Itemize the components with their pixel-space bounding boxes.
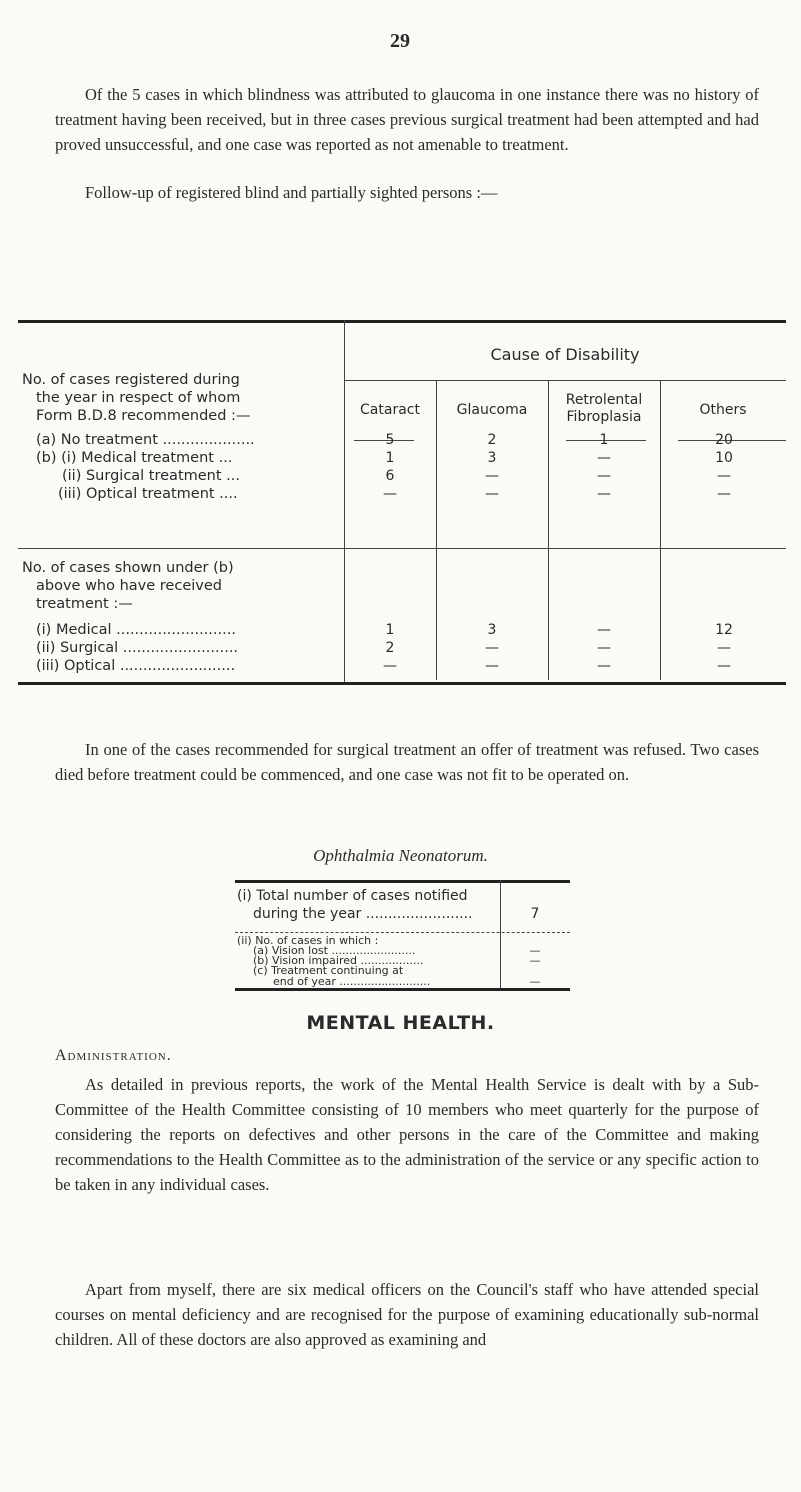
- ophthalmia-table: [235, 880, 570, 990]
- section2-title-line3: treatment :—: [36, 596, 133, 612]
- cell: 3: [487, 450, 497, 466]
- end-of-year-label: end of year ..........................: [273, 975, 431, 988]
- cell: —: [597, 622, 611, 638]
- cell: —: [597, 486, 611, 502]
- col-retrolental-header: Retrolental Fibroplasia: [565, 392, 643, 425]
- col-others-header: Others: [699, 402, 747, 418]
- cause-of-disability-header: Cause of Disability: [490, 345, 640, 364]
- followup-table: [18, 320, 786, 680]
- cell: 3: [487, 622, 497, 638]
- administration-heading: Administration.: [55, 1047, 172, 1064]
- cell: —: [383, 658, 397, 674]
- cell: —: [597, 658, 611, 674]
- vision-lost-value: —: [529, 944, 541, 957]
- cell: —: [485, 640, 499, 656]
- cell: 1: [599, 432, 609, 448]
- surgical-outcome-paragraph: In one of the cases recommended for surgical treatment an offer of treatment was refused. Two cases died before treatment could be commenced, and one case was not fit to be operated on.: [55, 740, 759, 784]
- cell: 1: [385, 450, 395, 466]
- cell: —: [717, 486, 731, 502]
- mental-health-service-paragraph: As detailed in previous reports, the work of the Mental Health Service is dealt with by a Sub-Committee of the Health Committee consisting of 10 members who meet quarterly for the purpose of considering the reports on defectives and other persons in the care of the Committee and making recommendations to the Health Committee as to the administration of the service or any specific action to be taken in any individual cases.: [55, 1075, 759, 1194]
- end-of-year-value: —: [529, 975, 541, 988]
- total-cases-label-line2: during the year ........................: [253, 906, 473, 922]
- section1-title-line1: No. of cases registered during: [22, 372, 240, 388]
- row-received-medical-label: (i) Medical ..........................: [36, 622, 236, 638]
- row-received-optical-label: (iii) Optical .........................: [36, 658, 236, 674]
- row-optical-treatment-label: (iii) Optical treatment ....: [58, 486, 238, 502]
- followup-intro: Follow-up of registered blind and partially sighted persons :—: [85, 183, 498, 202]
- cell: 20: [715, 432, 733, 448]
- cell: —: [383, 486, 397, 502]
- cell: —: [717, 468, 731, 484]
- section1-title-line2: the year in respect of whom: [36, 390, 241, 406]
- cell: —: [485, 486, 499, 502]
- total-cases-label-line1: (i) Total number of cases notified: [237, 888, 468, 904]
- cell: 2: [487, 432, 497, 448]
- cell: —: [717, 658, 731, 674]
- vision-impaired-label: (b) Vision impaired ..................: [253, 954, 424, 967]
- col-glaucoma-header: Glaucoma: [456, 402, 528, 418]
- cell: —: [597, 640, 611, 656]
- cell: —: [485, 658, 499, 674]
- cell: 12: [715, 622, 733, 638]
- ophthalmia-title: Ophthalmia Neonatorum.: [313, 846, 488, 865]
- cell: 5: [385, 432, 395, 448]
- row-surgical-treatment-label: (ii) Surgical treatment ...: [62, 468, 240, 484]
- cell: 6: [385, 468, 395, 484]
- medical-officers-paragraph: Apart from myself, there are six medical officers on the Council's staff who have attended special courses on mental deficiency and are recognised for the purpose of examining educationally sub-normal children. All of these doctors are also approved as examining and: [55, 1280, 759, 1349]
- cell: 10: [715, 450, 733, 466]
- mental-health-heading: MENTAL HEALTH.: [306, 1012, 495, 1034]
- cell: —: [597, 468, 611, 484]
- page-number: 29: [390, 30, 410, 52]
- cell: 1: [385, 622, 395, 638]
- vision-lost-label: (a) Vision lost ........................: [253, 944, 416, 957]
- cell: —: [597, 450, 611, 466]
- blindness-paragraph: Of the 5 cases in which blindness was attributed to glaucoma in one instance there was no history of treatment having been received, but in three cases previous surgical treatment had been attempted and had proved unsuccessful, and one case was reported as not amenable to treatment.: [55, 85, 759, 154]
- total-cases-value: 7: [530, 906, 540, 922]
- row-received-surgical-label: (ii) Surgical .........................: [36, 640, 239, 656]
- cases-in-which-label: (ii) No. of cases in which :: [237, 934, 379, 947]
- row-no-treatment-label: (a) No treatment ....................: [36, 432, 255, 448]
- treatment-continuing-label: (c) Treatment continuing at: [253, 964, 404, 977]
- cell: —: [717, 640, 731, 656]
- section2-title-line2: above who have received: [36, 578, 222, 594]
- cell: 2: [385, 640, 395, 656]
- section1-title-line3: Form B.D.8 recommended :—: [36, 408, 251, 424]
- section2-title-line1: No. of cases shown under (b): [22, 560, 234, 576]
- vision-impaired-value: —: [529, 954, 541, 967]
- col-cataract-header: Cataract: [360, 402, 420, 418]
- row-medical-treatment-label: (b) (i) Medical treatment ...: [36, 450, 233, 466]
- cell: —: [485, 468, 499, 484]
